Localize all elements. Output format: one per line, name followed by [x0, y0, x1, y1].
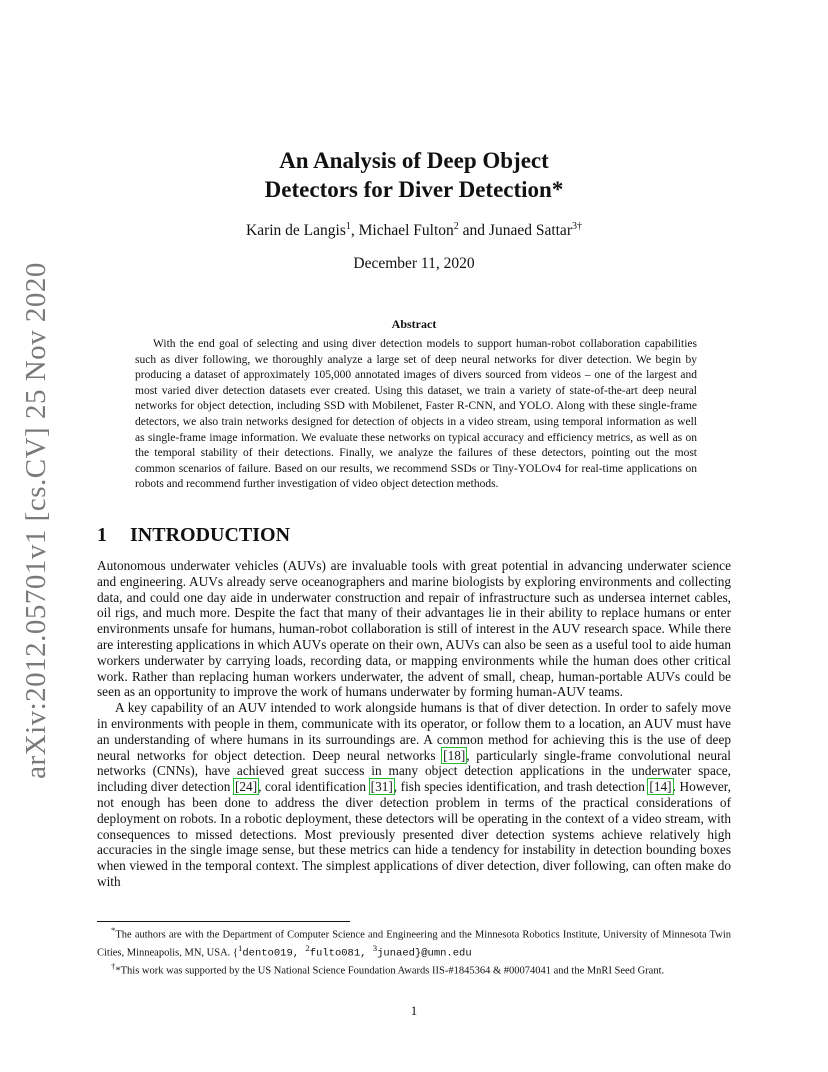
citation-link[interactable]: [31] [370, 779, 393, 795]
email-2: fulto081, [309, 947, 373, 960]
paper-title [0, 146, 828, 204]
author-3: Junaed Sattar [488, 222, 572, 240]
arxiv-stamp-text: arXiv:2012.05701v1 [cs.CV] 25 Nov 2020 [19, 261, 52, 779]
author-sep-2: and [458, 222, 489, 240]
email-1: dento019, [242, 947, 306, 960]
email-3-sup: 3 [372, 942, 378, 953]
email-1-sup: 1 [237, 942, 243, 953]
page-number: 1 [410, 1003, 418, 1018]
paragraph-2-part-3: , coral identification [258, 779, 370, 795]
email-3: junaed}@umn.edu [377, 947, 472, 960]
author-list [0, 221, 828, 240]
body-text [97, 558, 731, 890]
paragraph-2-part-4: , fish species identification, and trash detection [393, 779, 649, 795]
footnote-funding [97, 960, 731, 978]
paragraph-1: Autonomous underwater vehicles (AUVs) are invaluable tools with great potential in advancing underwater science and engineering. AUVs already serve oceanographers and marine biologists by exploring environments and collecting data, and could one day aide in underwater construction and repair of infrastructure such as undersea internet cables, oil rigs, and much more. Despite the fact that many of their advantages lie in their ability to replace humans or enter environments unsafe for humans, human-robot collaboration is still of interest in the AUV research space. While there are interesting applications in which AUVs operate on their own, AUVs can also be seen as a useful tool to aide human workers underwater by carrying loads, recording data, or mapping environments while the human does other critical work. Rather than replacing human workers underwater, the advent of small, cheap, human-portable AUVs could be seen as an opportunity to improve the work of humans underwater by forming human-AUV teams. [97, 558, 731, 700]
abstract-text: With the end goal of selecting and using diver detection models to support human-robot collaboration capabilities such as diver following, we thoroughly analyze a large set of deep neural networks for diver detection. We begin by producing a dataset of approximately 105,000 annotated images of divers sourced from videos – one of the largest and most varied diver detection datasets ever created. Using this dataset, we train a variety of state-of-the-art deep neural networks for object detection, including SSD with Mobilenet, Faster R-CNN, and YOLO. Along with these single-frame detectors, we also train networks designed for detection of objects in a video stream, using temporal information as well as single-frame image information. We evaluate these networks on typical accuracy and efficiency metrics, as well as on the temporal stability of their detections. Finally, we analyze the failures of these detectors, pointing out the most common scenarios of failure. Based on our results, we recommend SSDs or Tiny-YOLOv4 for real-time applications on robots and recommend further investigation of video object detection methods. [135, 338, 697, 491]
paragraph-2-part-1: A key capability of an AUV intended to work alongside humans is that of diver detection. In order to safely move in environments with people in them, communicate with its operator, or follow them to a location, an AUV must have an understanding of where humans in its surroundings are. A common method for achieving this is the use of deep neural networks for object detection. Deep neural networks [97, 700, 731, 763]
paragraph-2-part-2: , particularly single-frame convolutional neural networks (CNNs), have achieved great success in many object detection applications in the underwater space, including diver detection [97, 747, 731, 795]
abstract-heading: Abstract [391, 317, 437, 331]
arxiv-stamp [18, 261, 54, 779]
author-sep-1: , [350, 222, 359, 240]
title-line-2: Detectors for Diver Detection* [264, 177, 564, 202]
author-1-affil: 1 [345, 221, 351, 232]
paper-date: December 11, 2020 [353, 255, 475, 272]
email-2-sup: 2 [305, 942, 310, 953]
footnote-rule [97, 921, 350, 922]
footnote-1-text: The authors are with the Department of Computer Science and Engineering and the Minnesota Robotics Institute, University of Minnesota Twin Cities, Minneapolis, MN, USA. { [97, 929, 731, 959]
author-2-affil: 2 [453, 221, 459, 232]
author-3-affil: 3† [571, 221, 582, 232]
footnote-affiliation [97, 924, 731, 960]
footnote-mark-1: * [111, 925, 116, 935]
footnote-mark-2: † [111, 961, 116, 972]
author-2: Michael Fulton [358, 222, 454, 240]
paragraph-2-part-5: . However, not enough has been done to address the diver detection problem in terms of the practical considerations of deployment on robots. In a robotic deployment, these detectors will be operating in the context of a video stream, with consequences to missed detections. Most previously presented diver detection systems achieve relatively high accuracies in the single image sense, but these metrics can hide a tendency for instability in detection bounding boxes when viewed in the temporal context. The simplest applications of diver detection, diver following, can often make do with [97, 779, 731, 889]
paragraph-2 [97, 700, 731, 890]
footnotes [97, 924, 731, 978]
section-title: INTRODUCTION [130, 524, 291, 546]
section-heading [97, 524, 290, 547]
citation-link[interactable]: [14] [649, 779, 672, 795]
citation-link[interactable]: [18] [443, 747, 466, 763]
author-1: Karin de Langis [246, 222, 346, 240]
footnote-2-text: *This work was supported by the US National Science Foundation Awards IIS-#1845364 & #00074041 and the MnRI Seed Grant. [115, 965, 665, 977]
section-number: 1 [97, 524, 107, 546]
citation-link[interactable]: [24] [234, 779, 258, 795]
title-line-1: An Analysis of Deep Object [279, 148, 549, 173]
